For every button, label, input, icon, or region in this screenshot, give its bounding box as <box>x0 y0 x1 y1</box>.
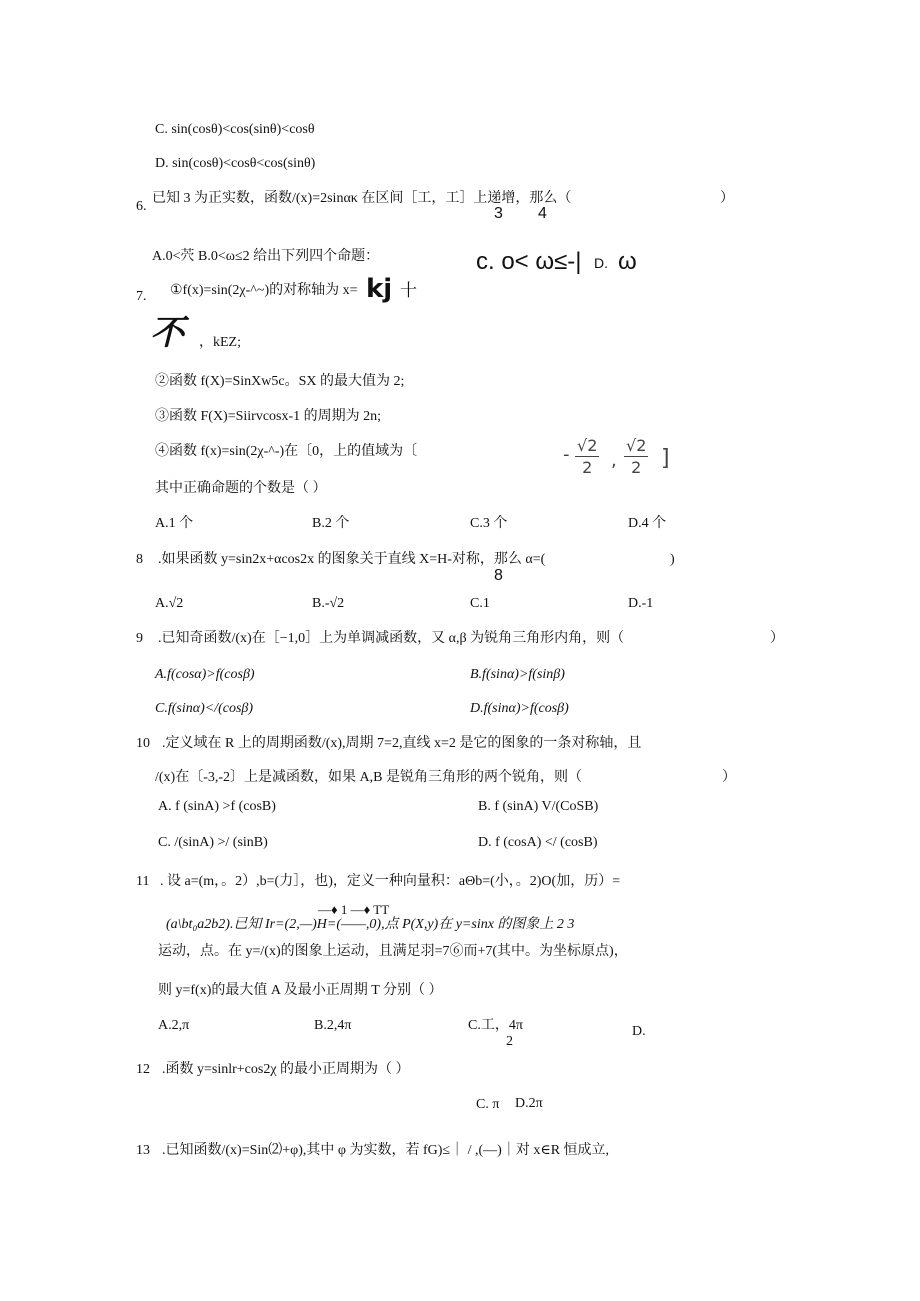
q10-option-a: A. f (sinA) >f (cosB) <box>158 799 276 814</box>
q8-option-b: B.-√2 <box>312 596 345 611</box>
q7-range-numerator-left: √2 <box>577 436 598 455</box>
q7-option-d: D.4 个 <box>628 516 667 531</box>
q7-number: 7. <box>136 289 147 304</box>
q7-range-denominator-right: 2 <box>631 458 642 477</box>
q11-line-4: 则 y=f(x)的最大值 A 及最小正周期 T 分别（ ） <box>158 983 443 998</box>
q11-option-c-subscript: 2 <box>506 1034 513 1049</box>
q8-option-a: A.√2 <box>155 596 184 611</box>
q10-option-c: C. /(sinA) >/ (sinB) <box>158 835 268 850</box>
q8-paren-close: ) <box>670 552 675 567</box>
q12-option-c: C. π <box>476 1097 500 1112</box>
q7-item-1-kj: kj <box>366 274 393 304</box>
q11-option-a: A.2,π <box>158 1018 190 1033</box>
q6-option-d-value: ω <box>618 248 637 275</box>
q6-options-ab: A.0<茓 B.0<ω≤2 给出下列四个命题： <box>152 249 380 264</box>
q11-number: 11 <box>136 874 150 889</box>
q11-option-b: B.2,4π <box>314 1018 352 1033</box>
q11-line-3: 运动，点。在 y=/(x)的图象上运动，且满足羽=7⑥而+7(其中。为坐标原点)， <box>158 944 628 959</box>
q7-question: 其中正确命题的个数是（ ） <box>155 481 327 496</box>
q9-option-b: B.f(sinα)>f(sinβ) <box>470 667 565 682</box>
q10-line-1: .定义域在 R 上的周期函数/(x),周期 7=2,直线 x=2 是它的图象的一条对称轴，且 <box>162 736 642 751</box>
q11-option-c: C.工，4π <box>468 1018 523 1033</box>
q10-line-2: /(x)在〔-3,-2〕上是减函数，如果 A,B 是锐角三角形的两个锐角，则（ <box>155 770 582 785</box>
q8-subscript: 8 <box>494 567 503 584</box>
q8-stem: .如果函数 y=sin2x+αcos2x 的图象关于直线 X=H-对称，那么 α=( <box>158 552 546 567</box>
q7-range-separator: , <box>611 450 617 471</box>
q7-range-close-bracket: ] <box>661 446 670 471</box>
q6-denominator-b: 4 <box>538 205 547 222</box>
q10-option-d: D. f (cosA) </ (cosB) <box>478 835 598 850</box>
q13-number: 13 <box>136 1143 150 1158</box>
q9-stem: .已知奇函数/(x)在［−1,0］上为单调减函数，又 α,β 为锐角三角形内角，则（ <box>158 631 625 646</box>
q11-vector-arrows: —♦ 1 —♦ TT <box>318 902 390 917</box>
q8-number: 8 <box>136 552 143 567</box>
q7-range-fraction-right <box>624 436 648 477</box>
q9-option-d: D.f(sinα)>f(cosβ) <box>470 701 569 716</box>
q12-number: 12 <box>136 1062 150 1077</box>
q6-paren-close: ） <box>720 191 734 206</box>
q6-number: 6. <box>136 199 147 214</box>
q6-option-c: c. o< ω≤-| <box>476 248 582 275</box>
q7-range-denominator-left: 2 <box>582 458 593 477</box>
q7-range-fraction-left <box>575 436 599 477</box>
q8-option-d: D.-1 <box>628 596 654 611</box>
q9-option-c: C.f(sinα)</(cosβ) <box>155 701 254 716</box>
q5-option-d: D. sin(cosθ)<cosθ<cos(sinθ) <box>155 156 316 171</box>
q7-item-1-tail: ，kEZ; <box>199 335 241 350</box>
q6-stem: 已知 3 为正实数，函数/(x)=2sinακ 在区间［工，工］上递增，那么（ <box>152 191 572 206</box>
q10-option-b: B. f (sinA) V/(CoSB) <box>478 799 599 814</box>
q9-option-a: A.f(cosα)>f(cosβ) <box>155 667 255 682</box>
q7-item-2: ②函数 f(X)=SinXw5c。SX 的最大值为 2; <box>155 374 405 389</box>
q7-item-4: ④函数 f(x)=sin(2χ-^-)在〔0，上的值域为〔 <box>155 444 418 459</box>
q9-number: 9 <box>136 631 143 646</box>
q12-option-d: D.2π <box>515 1096 543 1111</box>
q5-option-c: C. sin(cosθ)<cos(sinθ)<cosθ <box>155 122 315 137</box>
q7-item-1-plus: 十 <box>400 281 417 300</box>
q7-option-a: A.1 个 <box>155 516 194 531</box>
q9-paren-close: ） <box>770 631 784 646</box>
q7-item-1: ①f(x)=sin(2χ-^~)的对称轴为 x= <box>170 283 358 298</box>
q13-stem: .已知函数/(x)=Sin⑵+φ),其中 φ 为实数，若 fG)≤｜ / ,(—)｜对 x∈R 恒成立, <box>162 1143 610 1158</box>
q7-item-3: ③函数 F(X)=Siirvcosx-1 的周期为 2n; <box>155 409 382 424</box>
q10-number: 10 <box>136 736 150 751</box>
q10-paren-close: ） <box>722 770 736 785</box>
q8-option-c: C.1 <box>470 596 490 611</box>
q7-range-neg-sign: - <box>563 444 570 465</box>
q7-item-1-handwritten-glyph: 不 <box>150 313 184 353</box>
q11-option-d: D. <box>632 1024 646 1039</box>
q7-option-b: B.2 个 <box>312 516 350 531</box>
q11-line-1: . 设 a=(m，。2）,b=(力］，也)，定义一种向量积：aΘb=(小，。2)Ο(加，历）= <box>160 874 621 889</box>
q6-option-d-label: D. <box>594 255 608 271</box>
q7-option-c: C.3 个 <box>470 516 508 531</box>
q6-denominator-a: 3 <box>494 205 503 222</box>
q7-range-numerator-right: √2 <box>626 436 647 455</box>
q11-line-2: (a\bt₀a2b2).已知 Ir=(2,—)H=(——,0),点 P(X,y)在 y=sinx 的图象上 2 3 <box>166 917 575 932</box>
q12-stem: .函数 y=sinlr+cos2χ 的最小正周期为（ ） <box>162 1062 410 1077</box>
